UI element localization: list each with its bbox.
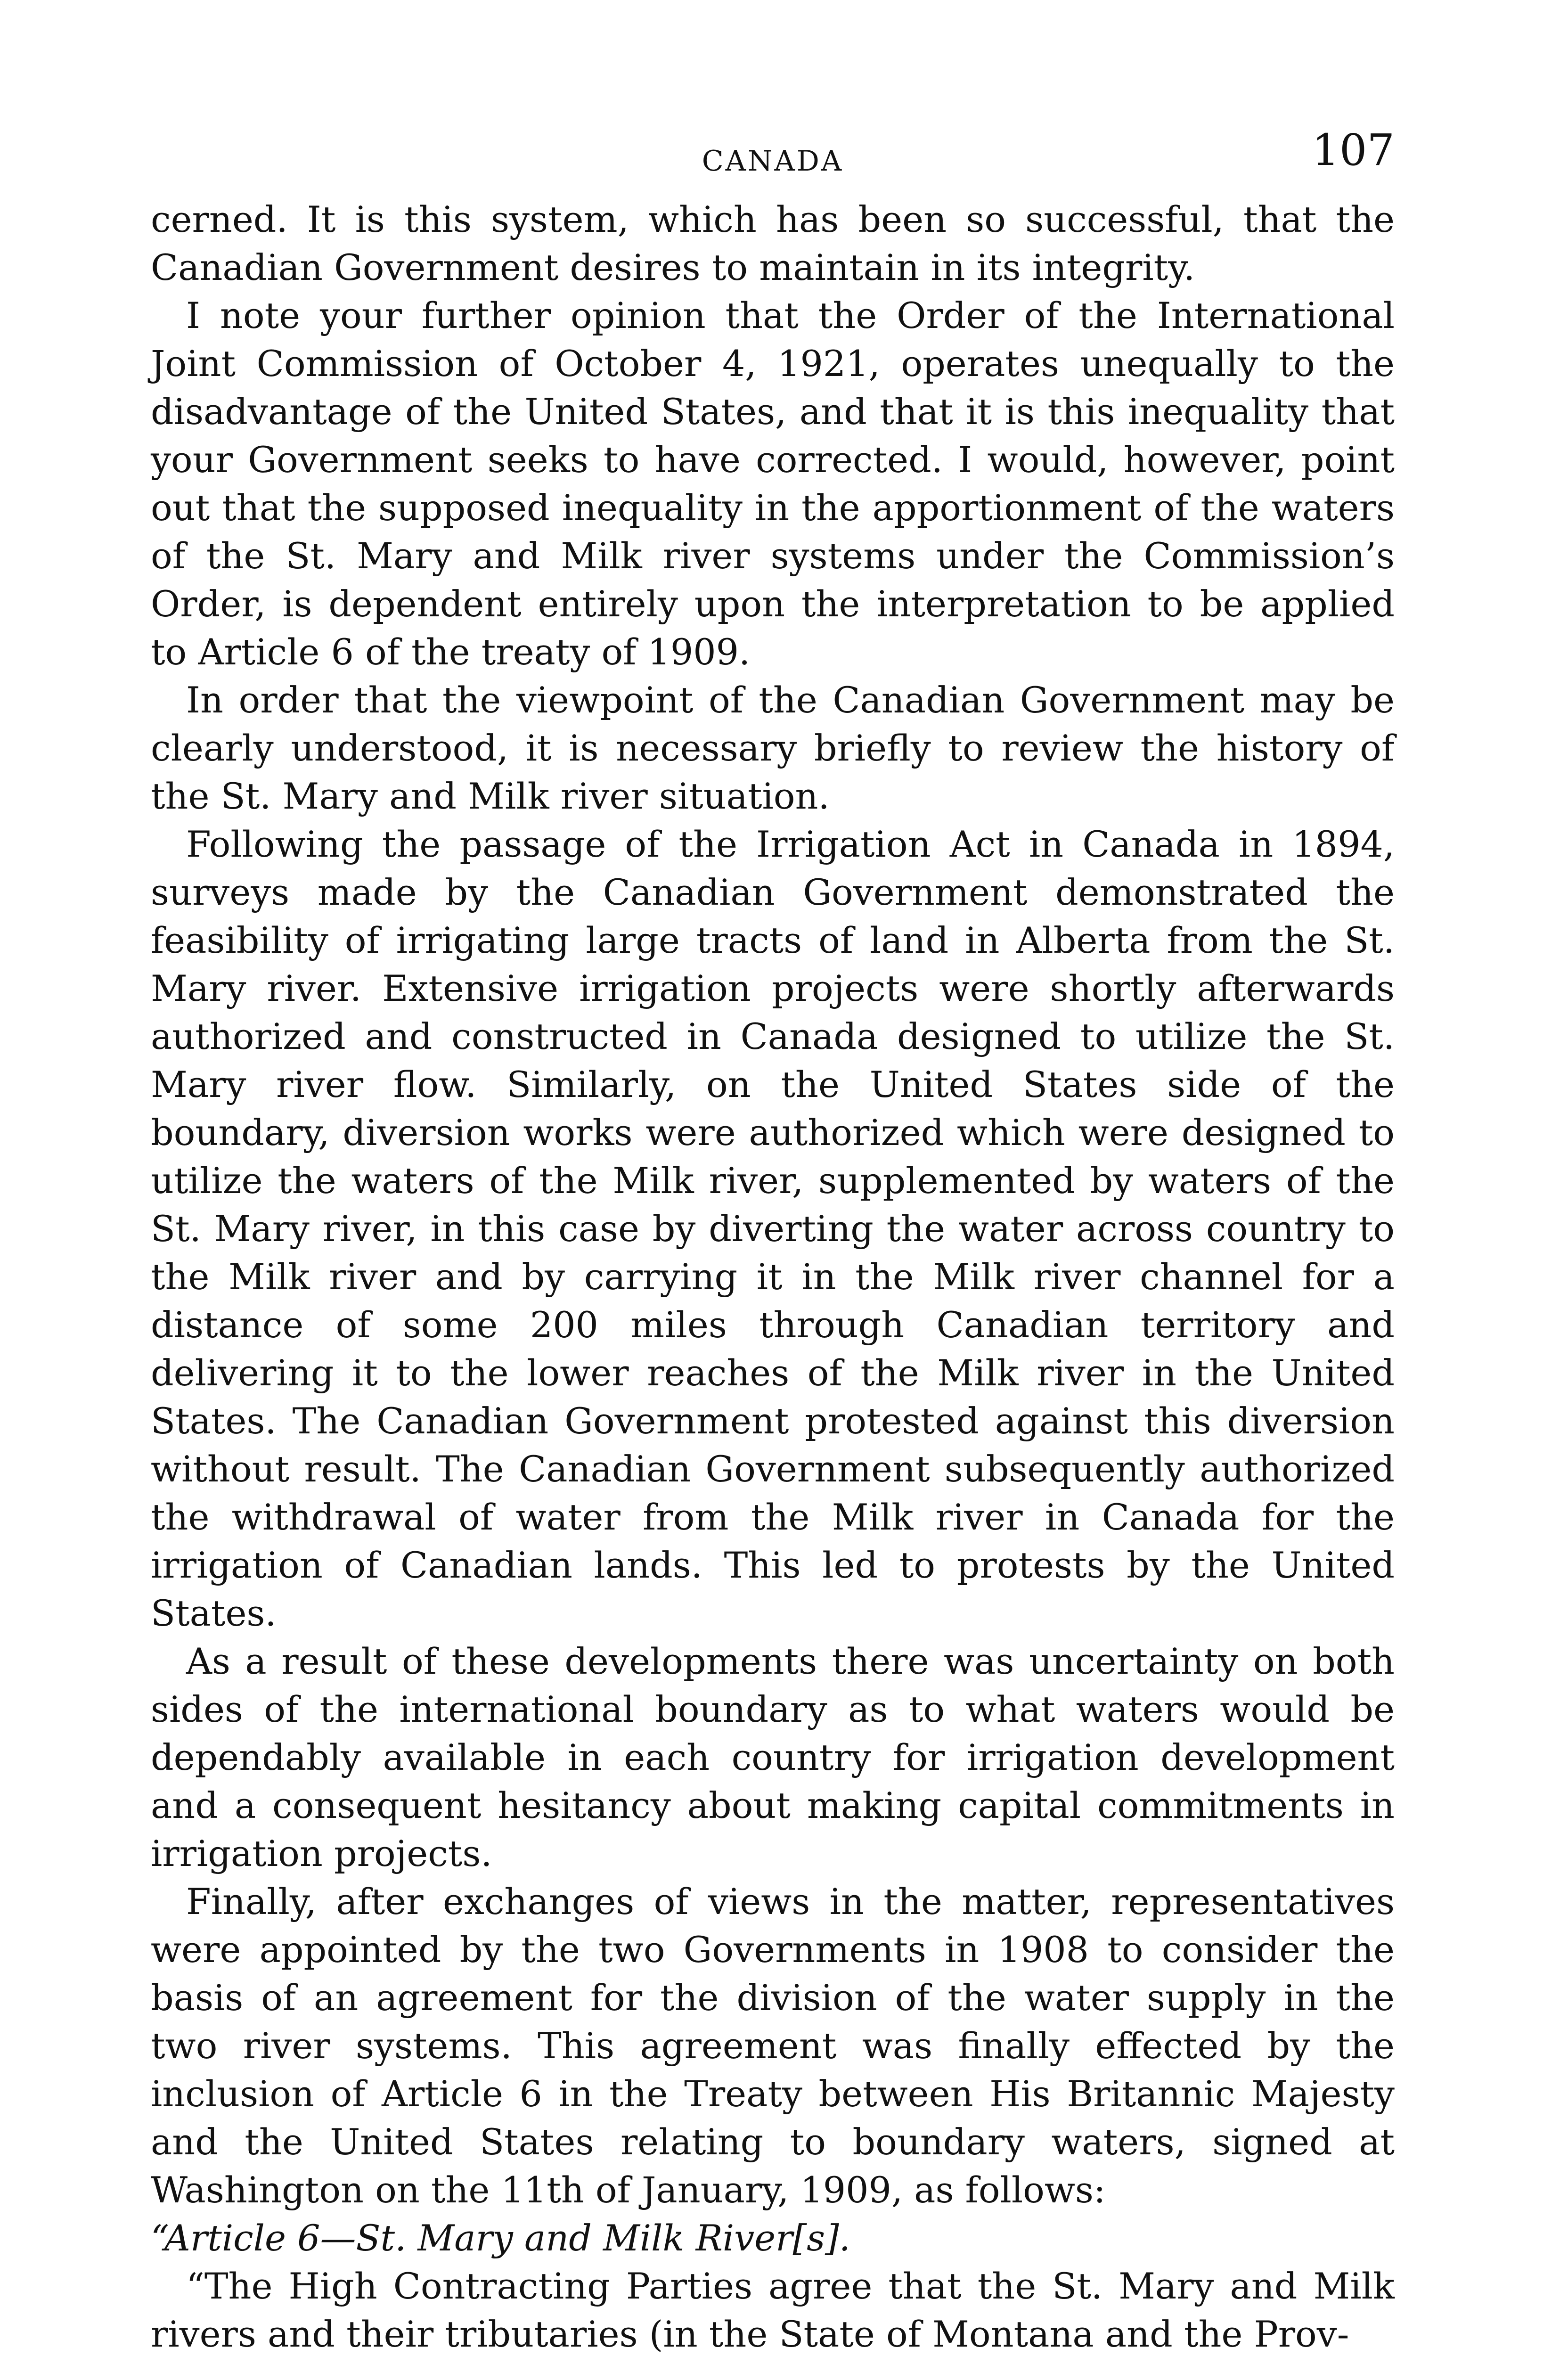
treaty-article-heading: “Article 6—St. Mary and Milk River[s]. — [151, 2217, 850, 2259]
running-title: CANADA — [702, 145, 844, 178]
paragraph-uncertainty: As a result of these developments there was uncertainty on both sides of the international boundary as to what waters would be dependably available in each country for irrigation development and a consequent hesitancy about making capital commitments in irrigation projects. — [151, 1640, 1395, 1874]
body-text — [151, 196, 1395, 2356]
paragraph-irrigation-history: Following the passage of the Irrigation Act in Canada in 1894, surveys made by the Canadian Government demonstrated the feasibility of irrigating large tracts of land in Alberta from the St. Mary river. Extensive irrigation projects were shortly afterwards authorized and constructed in Canada designed to utilize the St. Mary river flow. Similarly, on the United States side of the boundary, diversion works were authorized which were designed to utilize the waters of the Milk river, supplemented by waters of the St. Mary river, in this case by diverting the water across country to the Milk river and by carrying it in the Milk river channel for a distance of some 200 miles through Canadian territory and delivering it to the lower reaches of the Milk river in the United States. The Canadian Government protested against this diversion without result. The Canadian Government subsequently authorized the withdrawal of water from the Milk river in Canada for the irrigation of Canadian lands. This led to protests by the United States. — [151, 823, 1395, 1634]
page-number: 107 — [1312, 125, 1395, 175]
treaty-quote-text: “The High Contracting Parties agree that the St. Mary and Milk rivers and their tributaries (in the State of Montana and the Prov- — [151, 2265, 1395, 2355]
paragraph-continuation: cerned. It is this system, which has been so successful, that the Canadian Government desires to maintain in its integrity. — [151, 198, 1395, 288]
paragraph-agreement: Finally, after exchanges of views in the matter, representatives were appointed by the two Governments in 1908 to consider the basis of an agreement for the division of the water supply in the two river systems. This agreement was finally effected by the inclusion of Article 6 in the Treaty between His Britannic Majesty and the United States relating to boundary waters, signed at Washington on the 11th of January, 1909, as follows: — [151, 1881, 1395, 2211]
document-page — [151, 125, 1395, 2356]
paragraph-viewpoint: In order that the viewpoint of the Canadian Government may be clearly understood, it is necessary briefly to review the history of the St. Mary and Milk river situation. — [151, 679, 1395, 817]
running-header — [151, 125, 1395, 181]
paragraph-international-commission: I note your further opinion that the Order of the International Joint Commission of October 4, 1921, operates unequally to the disadvantage of the United States, and that it is this inequality that your Government seeks to have corrected. I would, however, point out that the supposed inequality in the apportionment of the waters of the St. Mary and Milk river systems under the Commission’s Order, is dependent entirely upon the interpretation to be applied to Article 6 of the treaty of 1909. — [151, 294, 1395, 673]
